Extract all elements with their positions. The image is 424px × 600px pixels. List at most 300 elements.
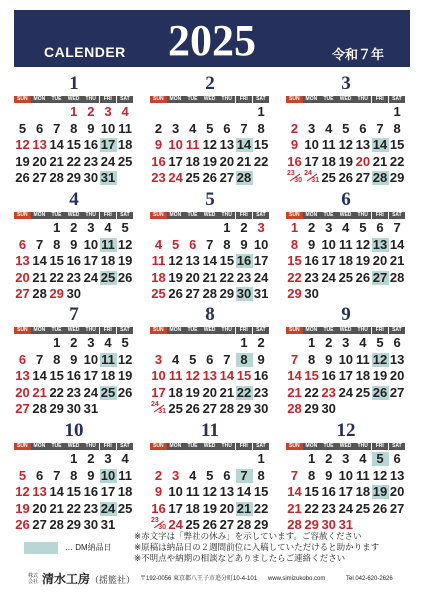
- date-cell: 19: [168, 269, 183, 285]
- date-cell: 16: [287, 153, 302, 169]
- date-cell: 18: [338, 253, 354, 268]
- month-number: 5: [205, 189, 215, 210]
- weekday-sun: SUN: [286, 212, 303, 219]
- date-cell: 5: [342, 120, 350, 136]
- date-cell: 22: [236, 384, 252, 400]
- date-cell: 8: [307, 351, 316, 367]
- date-cell: 3: [342, 451, 350, 466]
- date-cell: 11: [185, 137, 200, 152]
- weekday-thu: THU: [218, 327, 235, 334]
- weekday-wed: WED: [337, 212, 354, 219]
- date-cell: 28: [236, 170, 252, 185]
- date-cell: 1: [257, 451, 265, 466]
- date-cell: 29: [304, 517, 319, 532]
- date-cell: 29: [287, 286, 302, 301]
- date-cell: 19: [15, 153, 30, 169]
- weekday-thu: THU: [218, 212, 235, 219]
- company-name: [42, 572, 135, 587]
- date-cell: 14: [49, 137, 64, 152]
- weekday-tue: TUE: [320, 96, 337, 103]
- date-cell: 11: [321, 137, 336, 152]
- weekday-mon: MON: [31, 327, 48, 334]
- weekday-header: [286, 443, 406, 450]
- date-cell: 21: [389, 253, 405, 268]
- date-cell: 31: [100, 517, 116, 532]
- weekday-fri: FRI: [100, 327, 117, 334]
- date-cell: 22: [49, 384, 64, 400]
- date-cell: 16: [304, 253, 319, 268]
- date-cell: 3: [104, 451, 112, 466]
- date-cell: 15: [304, 368, 319, 383]
- weekday-mon: MON: [167, 327, 184, 334]
- date-cell: 21: [287, 384, 302, 400]
- date-cell: 26: [15, 517, 30, 532]
- date-cell: 1: [53, 335, 61, 350]
- weekday-sat: SAT: [389, 443, 406, 450]
- date-cell: 5: [206, 120, 214, 136]
- weekday-tue: TUE: [48, 327, 65, 334]
- weekday-thu: THU: [354, 96, 371, 103]
- date-cell: 3: [87, 220, 95, 235]
- month-8: [150, 305, 270, 419]
- date-cell: 10: [321, 236, 336, 252]
- date-cell: 26: [15, 170, 30, 185]
- date-cell: 3: [257, 220, 265, 235]
- date-cell: 1: [223, 220, 231, 235]
- date-cell: 20: [15, 269, 30, 285]
- date-cell: 9: [70, 236, 78, 252]
- date-cell: 16: [321, 484, 336, 499]
- date-cell: 7: [35, 236, 44, 252]
- weekday-wed: WED: [201, 212, 218, 219]
- month-number: 4: [69, 189, 79, 210]
- date-cell: 5: [121, 335, 129, 350]
- date-cell: 12: [202, 484, 218, 499]
- month-number: 9: [341, 304, 351, 325]
- weekday-mon: MON: [303, 327, 320, 334]
- month-number: 7: [69, 304, 79, 325]
- date-cell: 21: [372, 153, 388, 169]
- date-cell: 16: [321, 368, 336, 383]
- date-cell: 23: [83, 153, 99, 169]
- date-cell: 6: [393, 451, 401, 466]
- date-cell: 22: [219, 269, 235, 285]
- date-cell: 17: [338, 484, 354, 499]
- date-cell: 8: [53, 351, 61, 367]
- date-cell: 24: [83, 384, 99, 400]
- weekday-sun: SUN: [286, 327, 303, 334]
- date-cell: 28: [287, 401, 302, 416]
- date-cell: 30: [236, 286, 252, 301]
- date-cell: 17: [100, 137, 116, 152]
- date-cell: 5: [206, 467, 214, 483]
- date-cell: 25: [355, 384, 371, 400]
- date-cell: 22: [389, 153, 405, 169]
- date-cell: 17: [83, 253, 99, 268]
- date-cell: 9: [307, 236, 316, 252]
- date-cell: 19: [372, 484, 388, 499]
- date-cell: 24: [83, 269, 99, 285]
- date-cell: 28: [49, 170, 64, 185]
- note-line: ※赤文字は「弊社の休み」を示しています。ご容赦ください: [134, 531, 362, 541]
- weekday-thu: THU: [354, 327, 371, 334]
- date-cell: 13: [15, 253, 30, 268]
- date-cell: 25: [117, 500, 133, 516]
- date-cell: 27: [372, 269, 388, 285]
- date-cell: 10: [100, 467, 116, 483]
- weekday-sat: SAT: [117, 96, 134, 103]
- date-cell: 10: [304, 137, 319, 152]
- date-cell: 6: [35, 467, 44, 483]
- weekday-sat: SAT: [117, 443, 134, 450]
- date-cell: 24: [100, 500, 116, 516]
- date-cell: 9: [87, 120, 95, 136]
- date-cell: 7: [393, 220, 401, 235]
- date-cell: 27: [185, 286, 200, 301]
- weekday-header: [150, 443, 270, 450]
- weekday-tue: TUE: [320, 212, 337, 219]
- date-cell: 19: [338, 153, 354, 169]
- date-cell: 13: [32, 137, 47, 152]
- date-cell: 27: [32, 517, 47, 532]
- weekday-thu: THU: [82, 96, 99, 103]
- month-2: [150, 74, 270, 188]
- date-cell: 12: [185, 368, 200, 383]
- date-cell: 27: [389, 500, 405, 516]
- date-cell: 14: [202, 253, 218, 268]
- weekday-mon: MON: [167, 443, 184, 450]
- weekday-mon: MON: [167, 212, 184, 219]
- month-dates: [150, 221, 270, 305]
- weekday-tue: TUE: [48, 96, 65, 103]
- company-url[interactable]: www.simizukobo.com: [268, 576, 326, 582]
- date-cell: 1: [393, 104, 401, 119]
- weekday-sat: SAT: [253, 327, 270, 334]
- date-cell: 30: [321, 517, 336, 532]
- weekday-wed: WED: [201, 327, 218, 334]
- month-5: [150, 190, 270, 304]
- date-cell: 5: [171, 236, 180, 252]
- date-cell: 8: [257, 120, 265, 136]
- month-dates: [14, 452, 134, 536]
- month-dates: [150, 336, 270, 420]
- date-cell: 24: [338, 500, 354, 516]
- date-cell: 10: [168, 137, 183, 152]
- weekday-tue: TUE: [48, 443, 65, 450]
- date-cell: 11: [101, 236, 115, 252]
- date-number: 31: [158, 408, 166, 415]
- date-cell: 18: [355, 368, 371, 383]
- date-cell: 28: [202, 286, 218, 301]
- date-cell: 4: [171, 351, 180, 367]
- date-cell: 22: [66, 153, 82, 169]
- weekday-fri: FRI: [100, 96, 117, 103]
- calendar-header: [14, 10, 410, 67]
- date-cell: 9: [325, 467, 333, 483]
- date-cell: 7: [240, 120, 248, 136]
- date-cell: 1: [307, 451, 316, 466]
- split-date: [150, 518, 167, 532]
- date-cell: 10: [83, 236, 99, 252]
- date-cell: 1: [53, 220, 61, 235]
- weekday-sat: SAT: [117, 212, 134, 219]
- date-cell: 2: [325, 335, 333, 350]
- weekday-sun: SUN: [150, 212, 167, 219]
- date-cell: 13: [202, 368, 218, 383]
- date-cell: 22: [253, 153, 269, 169]
- date-cell: 6: [376, 220, 384, 235]
- weekday-fri: FRI: [236, 327, 253, 334]
- date-cell: 4: [342, 220, 350, 235]
- weekday-thu: THU: [218, 96, 235, 103]
- date-cell: 25: [117, 153, 133, 169]
- date-cell: 24: [100, 153, 116, 169]
- date-cell: 21: [202, 269, 218, 285]
- date-cell: 2: [257, 335, 265, 350]
- date-cell: 15: [389, 137, 405, 152]
- date-cell: 27: [355, 170, 371, 185]
- date-cell: 20: [185, 269, 200, 285]
- calendar-label: CALENDER: [44, 44, 126, 60]
- weekday-header: [286, 96, 406, 103]
- company-name-sub: （揺籃社）: [90, 575, 136, 585]
- date-cell: 6: [359, 120, 367, 136]
- date-cell: 30: [253, 401, 269, 416]
- date-cell: 28: [389, 269, 405, 285]
- month-3: [286, 74, 406, 188]
- date-cell: 5: [372, 452, 389, 466]
- date-cell: 7: [53, 467, 61, 483]
- date-cell: 13: [389, 351, 405, 367]
- date-cell: 29: [66, 517, 82, 532]
- date-cell: 14: [236, 137, 252, 152]
- date-cell: 4: [104, 220, 112, 235]
- date-cell: 15: [287, 253, 302, 268]
- date-cell: 23: [321, 500, 336, 516]
- weekday-wed: WED: [201, 443, 218, 450]
- date-cell: 28: [219, 401, 235, 416]
- date-cell: 27: [15, 286, 30, 301]
- date-cell: 4: [104, 335, 112, 350]
- date-cell: 11: [356, 467, 370, 483]
- date-cell: 26: [168, 286, 183, 301]
- date-cell: 1: [257, 104, 265, 119]
- date-cell: 11: [151, 253, 166, 268]
- date-number: 24: [304, 170, 312, 177]
- month-6: [286, 190, 406, 304]
- era-year: 令和７年: [331, 47, 384, 62]
- date-cell: 30: [83, 517, 99, 532]
- date-cell: 16: [83, 137, 99, 152]
- date-cell: 9: [290, 137, 299, 152]
- notes: [134, 531, 379, 564]
- dm-legend-label: … DM納品日: [65, 543, 112, 552]
- date-number: 31: [311, 177, 320, 184]
- date-cell: 13: [389, 467, 405, 483]
- date-cell: 11: [118, 120, 132, 136]
- calendar-year: 2025: [168, 16, 256, 65]
- date-cell: 23: [253, 384, 269, 400]
- weekday-header: [14, 96, 134, 103]
- date-cell: 17: [100, 484, 116, 499]
- date-cell: 3: [307, 120, 316, 136]
- weekday-sun: SUN: [14, 96, 31, 103]
- date-cell: 4: [325, 120, 333, 136]
- date-cell: 14: [372, 137, 388, 152]
- date-cell: 21: [32, 384, 47, 400]
- date-cell: 20: [202, 384, 218, 400]
- date-cell: 15: [66, 484, 82, 499]
- date-cell: 29: [304, 401, 319, 416]
- date-cell: 27: [219, 517, 235, 532]
- weekday-tue: TUE: [320, 327, 337, 334]
- weekday-sun: SUN: [286, 96, 303, 103]
- date-cell: 20: [372, 253, 388, 268]
- date-cell: 27: [389, 384, 405, 400]
- weekday-tue: TUE: [184, 212, 201, 219]
- date-cell: 25: [355, 500, 371, 516]
- weekday-fri: FRI: [236, 443, 253, 450]
- date-cell: 28: [236, 517, 252, 532]
- date-cell: 16: [236, 253, 252, 268]
- date-cell: 28: [32, 401, 47, 416]
- date-cell: 26: [117, 384, 133, 400]
- month-number: 1: [69, 73, 79, 94]
- date-cell: 20: [32, 153, 47, 169]
- weekday-tue: TUE: [184, 443, 201, 450]
- weekday-header: [150, 96, 270, 103]
- date-cell: 4: [359, 335, 367, 350]
- date-cell: 19: [117, 368, 133, 383]
- month-dates: [286, 105, 406, 189]
- date-cell: 1: [307, 335, 316, 350]
- date-cell: 26: [202, 170, 218, 185]
- weekday-sun: SUN: [150, 443, 167, 450]
- date-cell: 25: [321, 170, 336, 185]
- month-number: 3: [341, 73, 351, 94]
- date-cell: 7: [290, 467, 299, 483]
- date-cell: 28: [49, 517, 64, 532]
- company-address: 〒192-0056 東京都八王子市追分町10-4-101: [140, 576, 258, 582]
- weekday-sat: SAT: [117, 327, 134, 334]
- date-cell: 27: [15, 401, 30, 416]
- date-cell: 3: [104, 104, 112, 119]
- date-cell: 18: [100, 253, 116, 268]
- date-cell: 6: [206, 351, 214, 367]
- weekday-tue: TUE: [320, 443, 337, 450]
- date-cell: 15: [49, 368, 64, 383]
- month-11: [150, 421, 270, 535]
- weekday-mon: MON: [303, 96, 320, 103]
- date-cell: 23: [304, 269, 319, 285]
- date-cell: 6: [18, 351, 27, 367]
- date-cell: 12: [15, 484, 30, 499]
- date-cell: 14: [287, 484, 302, 499]
- date-cell: 8: [70, 120, 78, 136]
- date-cell: 3: [325, 220, 333, 235]
- date-number: 23: [287, 170, 295, 177]
- weekday-fri: FRI: [372, 96, 389, 103]
- date-cell: 22: [287, 269, 302, 285]
- date-cell: 2: [154, 467, 163, 483]
- date-cell: 16: [66, 253, 82, 268]
- date-cell: 21: [32, 269, 47, 285]
- weekday-mon: MON: [31, 443, 48, 450]
- date-cell: 4: [189, 467, 197, 483]
- date-cell: 3: [154, 351, 163, 367]
- weekday-thu: THU: [218, 443, 235, 450]
- date-cell: 9: [325, 351, 333, 367]
- month-number: 11: [201, 420, 219, 441]
- weekday-mon: MON: [303, 443, 320, 450]
- date-cell: 4: [189, 120, 197, 136]
- date-cell: 20: [389, 368, 405, 383]
- dm-legend-swatch: [24, 542, 58, 554]
- date-cell: 2: [290, 120, 299, 136]
- date-cell: 22: [253, 500, 269, 516]
- date-cell: 10: [338, 467, 354, 483]
- date-cell: 15: [253, 137, 269, 152]
- date-cell: 19: [117, 253, 133, 268]
- date-cell: 15: [219, 253, 235, 268]
- weekday-wed: WED: [65, 212, 82, 219]
- weekday-thu: THU: [82, 212, 99, 219]
- date-cell: 1: [240, 335, 248, 350]
- date-cell: 26: [338, 170, 354, 185]
- weekday-sat: SAT: [253, 443, 270, 450]
- date-cell: 23: [66, 384, 82, 400]
- date-cell: 31: [338, 517, 354, 532]
- date-cell: 8: [236, 353, 253, 367]
- date-cell: 20: [219, 500, 235, 516]
- date-cell: 20: [32, 500, 47, 516]
- weekday-sun: SUN: [150, 96, 167, 103]
- date-cell: 10: [338, 351, 354, 367]
- date-cell: 1: [290, 220, 299, 235]
- date-cell: 3: [171, 467, 180, 483]
- month-dates: [150, 452, 270, 536]
- date-cell: 8: [307, 467, 316, 483]
- month-dates: [286, 221, 406, 305]
- company-name-main: 清水工房: [42, 572, 91, 586]
- date-cell: 23: [151, 170, 166, 185]
- date-cell: 2: [70, 335, 78, 350]
- weekday-mon: MON: [31, 96, 48, 103]
- month-number: 2: [205, 73, 215, 94]
- date-cell: 7: [53, 120, 61, 136]
- date-cell: 14: [389, 236, 405, 252]
- weekday-fri: FRI: [100, 443, 117, 450]
- date-cell: 19: [15, 500, 30, 516]
- weekday-sat: SAT: [389, 327, 406, 334]
- date-cell: 16: [83, 484, 99, 499]
- date-cell: 26: [372, 500, 388, 516]
- date-cell: 13: [219, 137, 235, 152]
- weekday-mon: MON: [167, 96, 184, 103]
- weekday-sun: SUN: [14, 443, 31, 450]
- date-cell: 18: [117, 137, 133, 152]
- date-cell: 10: [168, 484, 183, 499]
- date-cell: 12: [338, 137, 354, 152]
- date-cell: 8: [53, 236, 61, 252]
- date-cell: 17: [321, 253, 336, 268]
- month-12: [286, 421, 406, 535]
- date-cell: 7: [223, 351, 231, 367]
- date-cell: 18: [168, 384, 183, 400]
- date-cell: 12: [372, 351, 388, 367]
- date-cell: 10: [83, 351, 99, 367]
- date-cell: 14: [49, 484, 64, 499]
